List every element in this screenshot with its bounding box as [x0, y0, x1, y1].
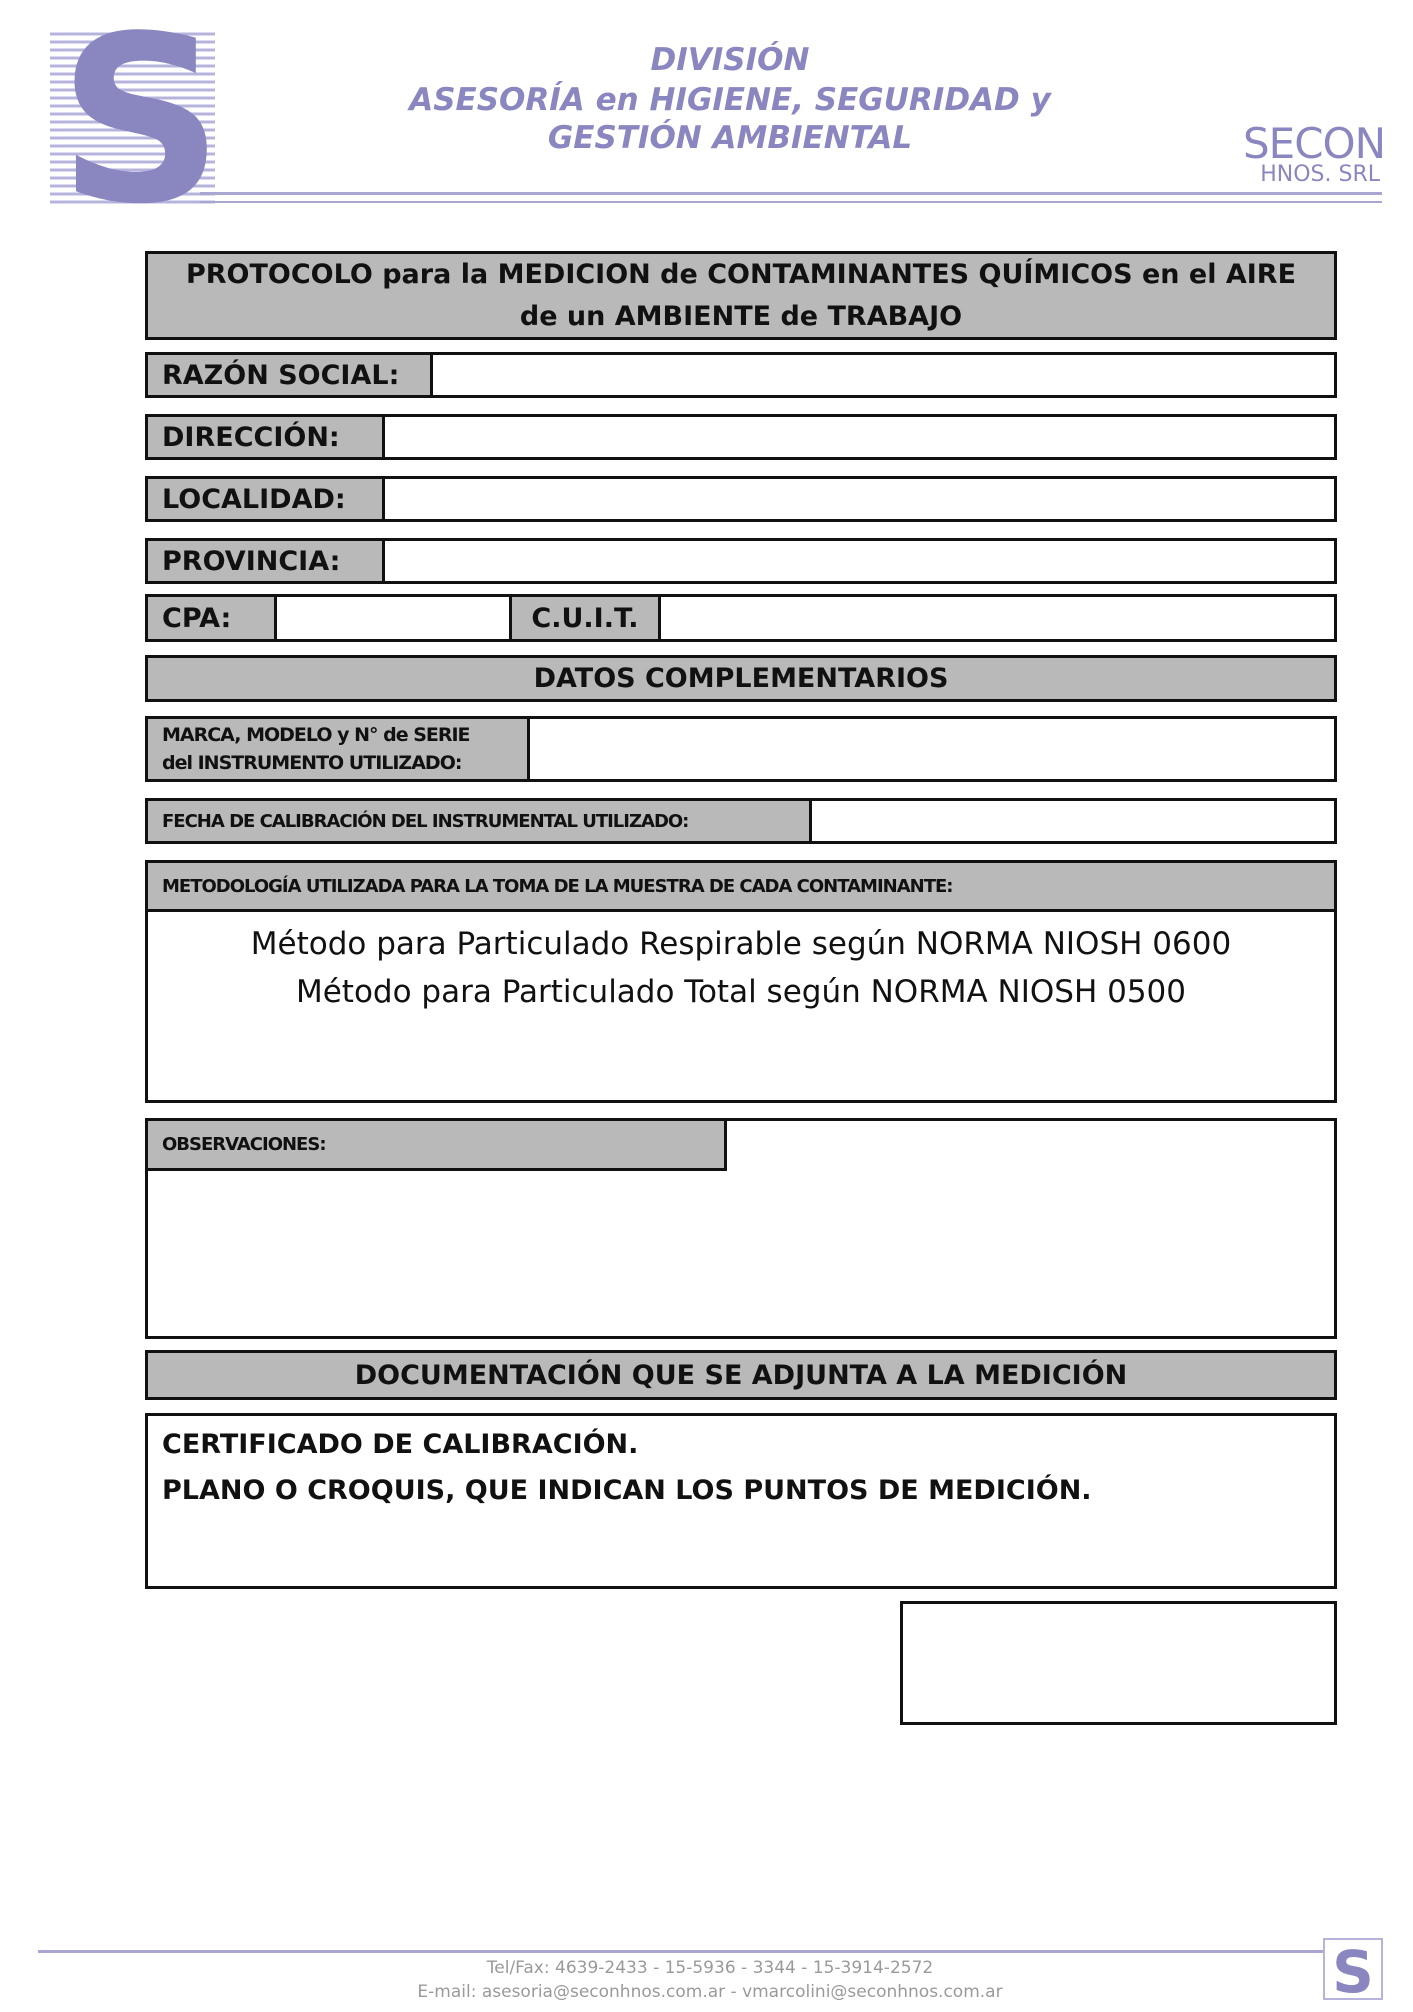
provincia-row: [145, 538, 1337, 584]
razon-social-field[interactable]: [433, 355, 1334, 395]
form-title: PROTOCOLO para la MEDICION de CONTAMINANTES QUÍMICOS en el AIRE de un AMBIENTE de TRABAJO: [145, 251, 1337, 340]
header-rule: [200, 192, 1382, 195]
observaciones-box: [145, 1118, 1337, 1339]
metodologia-label: METODOLOGÍA UTILIZADA PARA LA TOMA DE LA MUESTRA DE CADA CONTAMINANTE:: [148, 863, 1334, 912]
fecha-calibracion-field[interactable]: [812, 801, 1334, 841]
metodologia-box: [145, 860, 1337, 1103]
documentacion-line-1: CERTIFICADO DE CALIBRACIÓN.: [162, 1429, 639, 1460]
localidad-label: LOCALIDAD:: [148, 479, 385, 519]
secon-logo: [50, 28, 215, 208]
direccion-label: DIRECCIÓN:: [148, 417, 385, 457]
footer-phone: Tel/Fax: 4639-2433 - 15-5936 - 3344 - 15-3914-2572: [486, 1958, 934, 1978]
localidad-row: [145, 476, 1337, 522]
marca-modelo-label: [148, 719, 530, 779]
metodologia-line-1: Método para Particulado Respirable según NORMA NIOSH 0600: [250, 926, 1232, 962]
razon-social-label: RAZÓN SOCIAL:: [148, 355, 433, 395]
header-rule-secondary: [200, 201, 1382, 203]
provincia-label: PROVINCIA:: [148, 541, 385, 581]
razon-social-row: [145, 352, 1337, 398]
footer-email: E-mail: asesoria@seconhnos.com.ar - vmarcolini@seconhnos.com.ar: [417, 1982, 1003, 2002]
marca-modelo-label-line2: del INSTRUMENTO UTILIZADO:: [162, 752, 462, 774]
cpa-field[interactable]: [277, 597, 512, 639]
provincia-field[interactable]: [385, 541, 1334, 581]
direccion-row: [145, 414, 1337, 460]
brand-subtitle: HNOS. SRL: [1260, 162, 1380, 187]
marca-modelo-row: [145, 716, 1337, 782]
cpa-cuit-row: [145, 594, 1337, 642]
header-division-sub: GESTIÓN AMBIENTAL: [547, 120, 913, 156]
cpa-label: CPA:: [148, 597, 277, 639]
datos-complementarios-header: DATOS COMPLEMENTARIOS: [145, 655, 1337, 702]
metodologia-line-2: Método para Particulado Total según NORMA NIOSH 0500: [295, 974, 1187, 1010]
fecha-calibracion-row: [145, 798, 1337, 844]
marca-modelo-label-line1: MARCA, MODELO y N° de SERIE: [162, 724, 470, 746]
direccion-field[interactable]: [385, 417, 1334, 457]
marca-modelo-field[interactable]: [530, 719, 1334, 779]
fecha-calibracion-label: FECHA DE CALIBRACIÓN DEL INSTRUMENTAL UTILIZADO:: [148, 801, 812, 841]
footer-rule: [38, 1950, 1323, 1953]
svg-text:S: S: [1332, 1938, 1374, 2000]
documentacion-line-2: PLANO O CROQUIS, QUE INDICAN LOS PUNTOS DE MEDICIÓN.: [162, 1475, 1092, 1506]
localidad-field[interactable]: [385, 479, 1334, 519]
documentacion-header: DOCUMENTACIÓN QUE SE ADJUNTA A LA MEDICIÓN: [145, 1350, 1337, 1400]
observaciones-field[interactable]: [148, 1171, 1334, 1339]
header-division-name: ASESORÍA en HIGIENE, SEGURIDAD y: [409, 82, 1051, 118]
header-division: DIVISIÓN: [650, 42, 810, 78]
metodologia-content: [148, 912, 1334, 1016]
signature-box[interactable]: [900, 1601, 1337, 1725]
documentacion-box: [145, 1413, 1337, 1589]
cuit-field[interactable]: [661, 597, 1334, 639]
secon-footer-logo: [1323, 1938, 1383, 2000]
observaciones-label: OBSERVACIONES:: [148, 1121, 727, 1171]
cuit-label: C.U.I.T.: [512, 597, 661, 639]
brand-name: SECON: [1243, 119, 1385, 168]
